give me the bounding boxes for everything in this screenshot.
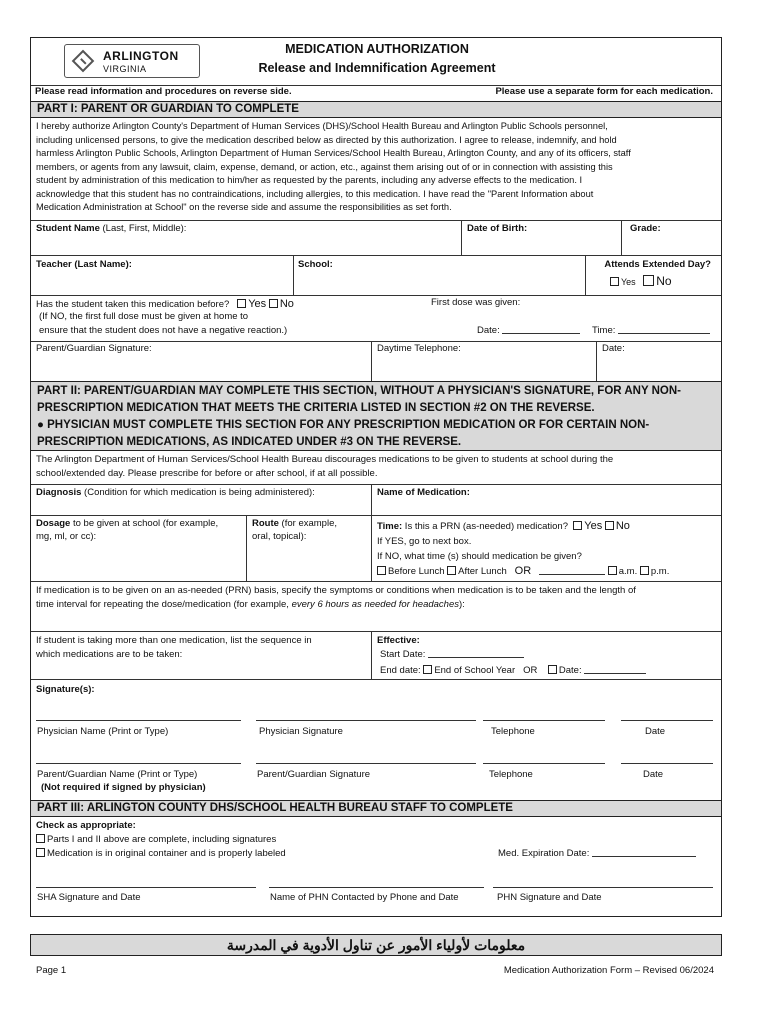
teacher-school-row (31, 256, 721, 296)
prn-yes-checkbox[interactable] (573, 521, 582, 530)
part2-heading: PART II: PARENT/GUARDIAN MAY COMPLETE THIS SECTION, WITHOUT A PHYSICIAN'S SIGNATURE, FOR ANY NON- PRESCRIPTION MEDICATION THAT MEETS THE CRITERIA LISTED IN SECTION #2 ON THE REVERSE. ● PHYSICIAN MUST COMPLETE THIS SECTION FOR ANY PRESCRIPTION MEDICATION OR FOR CERTAIN NON- PRESCRIPTION MEDICATIONS, AS INDICATED UNDER #3 ON THE REVERSE. (31, 381, 721, 451)
prn-instructions-field[interactable]: If medication is to be given on an as-needed (PRN) basis, specify the symptoms or conditions when medication is to be taken and the length of time interval for repeating the dose/medication (for example, every 6 hours as needed for headaches): (31, 582, 721, 632)
expiration-date-input[interactable] (592, 856, 696, 857)
end-of-school-year-checkbox[interactable] (423, 665, 432, 674)
original-container-checkbox[interactable] (36, 848, 45, 857)
arabic-parent-information-link: معلومات لأولياء الأمور عن تناول الأدوية في المدرسة (30, 934, 722, 956)
physician-signature-line[interactable] (256, 720, 476, 721)
school-field[interactable]: School: (293, 256, 585, 295)
taken-before-yes-checkbox[interactable] (237, 299, 246, 308)
form-subtitle: Release and Indemnification Agreement (258, 61, 496, 75)
sequence-field[interactable]: If student is taking more than one medication, list the sequence in which medications are to be taken: (36, 635, 312, 660)
part3-heading: PART III: ARLINGTON COUNTY DHS/SCHOOL HEALTH BUREAU STAFF TO COMPLETE (31, 800, 721, 817)
end-date-checkbox[interactable] (548, 665, 557, 674)
form-revision: Medication Authorization Form – Revised 06/2024 (503, 965, 714, 976)
first-dose-date-input[interactable] (502, 333, 580, 334)
discourage-note: The Arlington Department of Human Services/School Health Bureau discourages medications to be given to students at school during the school/extended day. Please prescribe for before or after school, if at all possible. (36, 454, 614, 479)
time-input[interactable] (539, 574, 605, 575)
diagnosis-field[interactable]: Diagnosis (Condition for which medication is being administered): (36, 487, 315, 498)
teacher-field[interactable]: Teacher (Last Name): (36, 259, 132, 270)
start-date-input[interactable] (428, 657, 524, 658)
diagnosis-row (31, 484, 721, 516)
after-lunch-checkbox[interactable] (447, 566, 456, 575)
student-info-row (31, 220, 721, 256)
sequence-effective-row (31, 632, 721, 680)
page-number: Page 1 (36, 965, 67, 976)
signatures-label: Signature(s): (36, 684, 95, 695)
first-dose-label: First dose was given: (431, 297, 521, 308)
extended-day-yes-checkbox[interactable] (610, 277, 619, 286)
dosage-field[interactable]: Dosage to be given at school (for example, mg, ml, or cc): (36, 518, 219, 542)
part1-heading: PART I: PARENT OR GUARDIAN TO COMPLETE (31, 101, 721, 118)
parent-signature-line[interactable] (256, 763, 476, 764)
end-date-input[interactable] (584, 673, 646, 674)
parent-telephone-line[interactable] (483, 763, 605, 764)
parts-complete-checkbox[interactable] (36, 834, 45, 843)
pm-checkbox[interactable] (640, 566, 649, 575)
time-field: Time: Is this a PRN (as-needed) medication? Yes No If YES, go to next box. If NO, what time (s) should medication be given? Before Lunch After Lunch OR a.m. p.m. (371, 516, 721, 581)
extended-day-no-checkbox[interactable] (643, 275, 654, 286)
phn-signature-line[interactable] (493, 887, 713, 888)
parent-date-line[interactable] (621, 763, 713, 764)
physician-name-line[interactable] (36, 720, 241, 721)
physician-telephone-line[interactable] (483, 720, 605, 721)
parent-signature-row (31, 341, 721, 382)
parent-date-field[interactable]: Date: (596, 342, 721, 382)
phn-contacted-line[interactable] (269, 887, 484, 888)
form-header (31, 38, 721, 86)
signatures-block: Signature(s): Physician Name (Print or Type) Physician Signature Telephone Date Parent/Guardian Name (Print or Type) (Not required if signed by physician) Parent/Guardian Signature Telephone Date (31, 680, 721, 802)
am-checkbox[interactable] (608, 566, 617, 575)
extended-day-field: Attends Extended Day? Yes No (585, 256, 721, 295)
medication-authorization-form (30, 37, 722, 917)
date-of-birth-field[interactable]: Date of Birth: (461, 221, 621, 255)
logo-subtitle: VIRGINIA (103, 64, 147, 74)
route-field[interactable]: Route (for example, oral, topical): (246, 516, 371, 581)
physician-date-line[interactable] (621, 720, 713, 721)
effective-field: Effective: Start Date: End date: End of School Year OR Date: (371, 632, 721, 679)
medication-name-field[interactable]: Name of Medication: (371, 485, 721, 515)
grade-field[interactable]: Grade: (621, 221, 721, 255)
prn-no-checkbox[interactable] (605, 521, 614, 530)
part1-authorization-text: I hereby authorize Arlington County's Department of Human Services (DHS)/School Health Bureau and Arlington Public Schools personnel, including unlicensed persons, to give the medication described below as directed by this authorization. I agree to release, indemnify, and hold harmless Arlington Public Schools, Arlington Department of Human Services/School Health Bureau, Arlington County, and any of its officers, staff members, or agents from any lawsuit, claim, expense, demand, or action, etc., against them arising out of or in connection with assisting this student by administration of this medication to him/her as requested by the parents, including any adverse effects to the medication. I acknowledge that this student has no contraindications, including allergies, to this medication. I have read the "Parent Information about Medication Administration at School" on the reverse side and assume the responsibilities as set forth. (36, 121, 631, 212)
form-title: MEDICATION AUTHORIZATION (285, 42, 469, 56)
part3-block: Check as appropriate: Parts I and II above are complete, including signatures Medication is in original container and is properly labeled Med. Expiration Date: SHA Signature and Date Name of PHN Contacted by Phone and Date PHN Signature and Date (31, 819, 721, 917)
logo-name: ARLINGTON (103, 49, 179, 63)
first-dose-time-input[interactable] (618, 333, 710, 334)
parent-signature-field[interactable]: Parent/Guardian Signature: (36, 343, 152, 354)
sha-signature-line[interactable] (36, 887, 256, 888)
dosage-route-time-row (31, 516, 721, 582)
parent-name-line[interactable] (36, 763, 241, 764)
separate-form-note: Please use a separate form for each medication. (495, 86, 713, 97)
taken-before-block: Has the student taken this medication before? Yes No (If NO, the first full dose must be given at home to ensure that the student does not have a negative reaction.) First dose was given: Date: Time: (31, 296, 721, 342)
before-lunch-checkbox[interactable] (377, 566, 386, 575)
daytime-telephone-field[interactable]: Daytime Telephone: (371, 342, 596, 382)
taken-before-no-checkbox[interactable] (269, 299, 278, 308)
read-info-note: Please read information and procedures on reverse side. (35, 86, 292, 97)
student-name-field[interactable]: Student Name (Last, First, Middle): (36, 223, 187, 234)
